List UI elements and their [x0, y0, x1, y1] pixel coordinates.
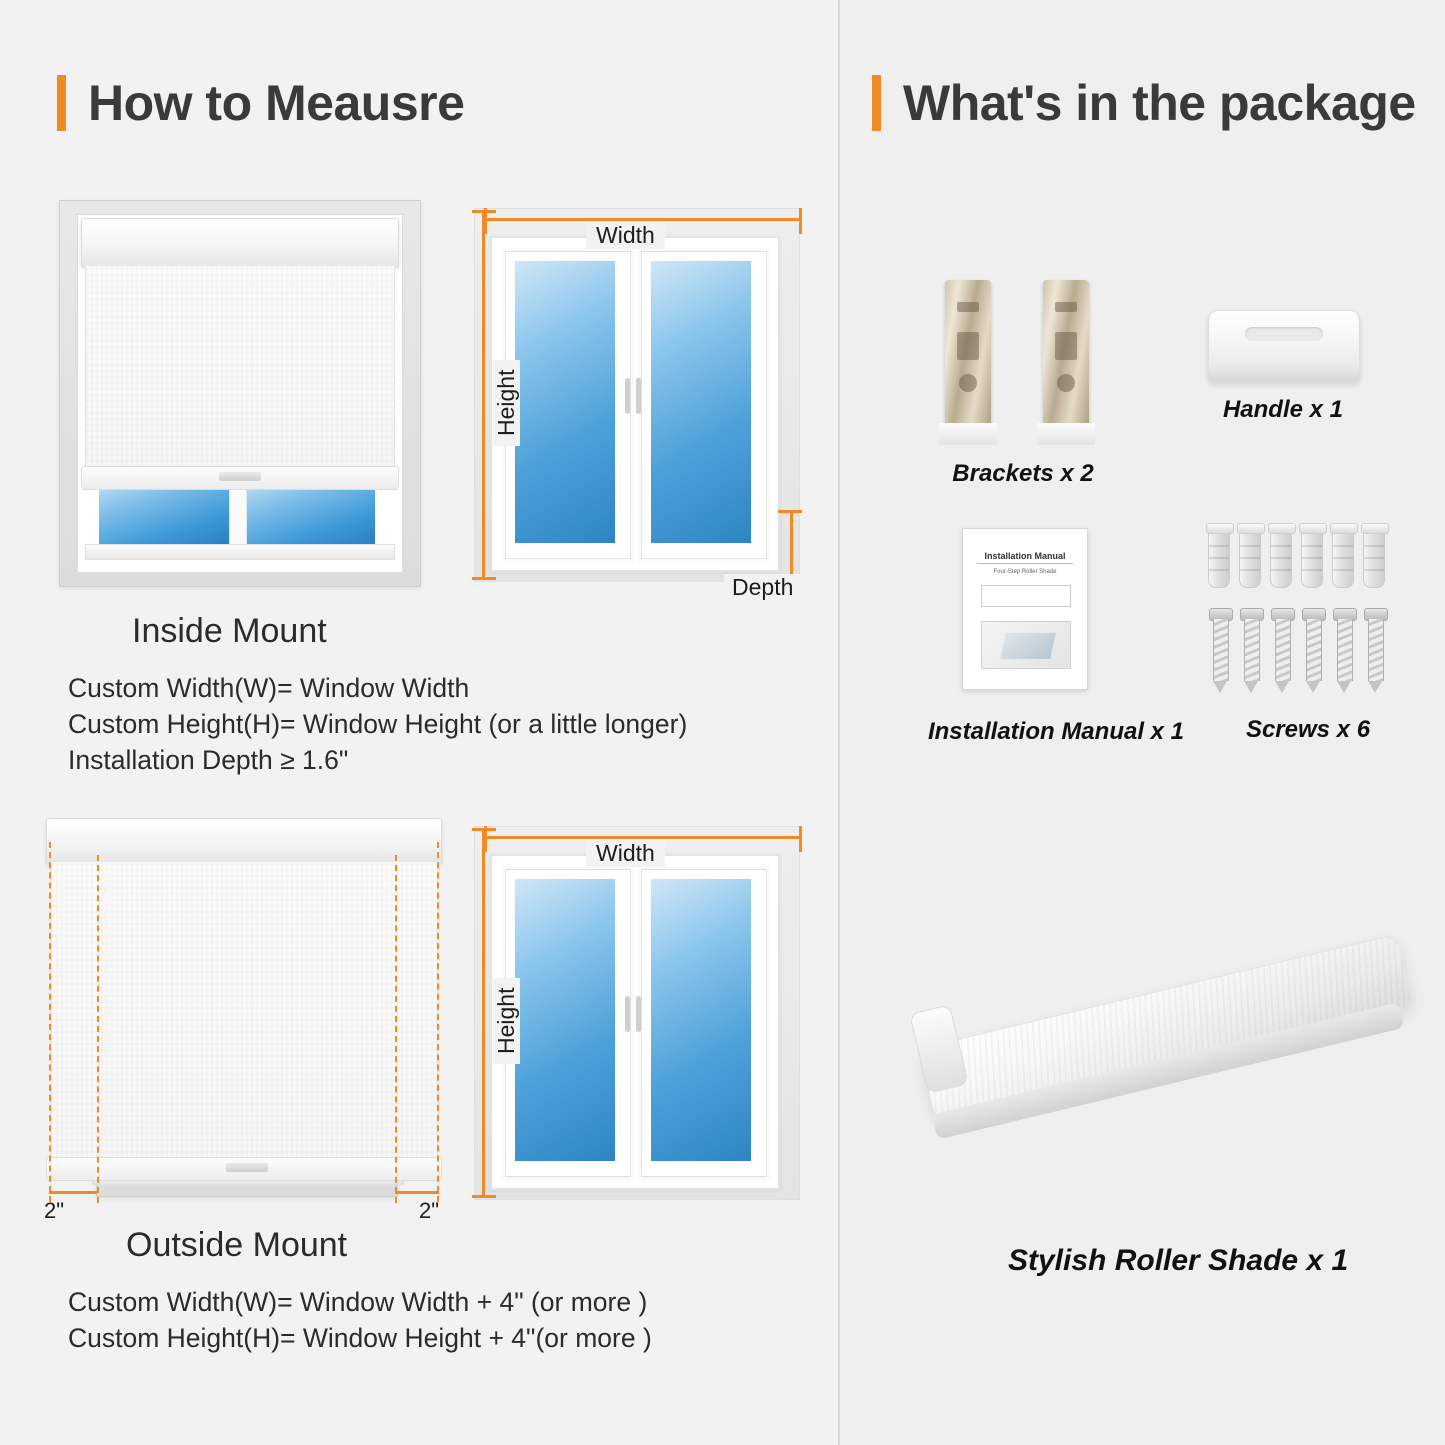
overhang-arrow-left	[49, 1191, 97, 1194]
wall-anchor-5	[1332, 528, 1354, 588]
manual-subtitle: Four-Step Roller Shade	[993, 569, 1057, 575]
inside-mount-measure-diagram	[460, 200, 810, 600]
outside-mount-line-1: Custom Width(W)= Window Width + 4" (or more )	[68, 1287, 648, 1317]
bracket-base	[939, 423, 997, 445]
sash-glass-left	[515, 879, 615, 1161]
window-sash-right	[638, 248, 770, 562]
handle-grip-slot	[1245, 327, 1323, 341]
label-height: Height	[493, 360, 520, 446]
height-arrow-line	[482, 828, 485, 1198]
overhang-guide-right	[437, 842, 439, 1202]
anchor-head	[1206, 523, 1234, 534]
height-tick-bottom	[472, 1195, 496, 1198]
inside-mount-line-1: Custom Width(W)= Window Width	[68, 673, 470, 703]
handle-lip	[1209, 365, 1359, 381]
sash-glass-right	[651, 879, 751, 1161]
screw-2	[1243, 608, 1259, 692]
bracket-2	[1043, 280, 1089, 435]
outside-mount-measure-diagram	[460, 818, 810, 1218]
width-arrow-line	[484, 218, 802, 221]
manual-label: Installation Manual x 1	[927, 718, 1185, 745]
left-heading	[57, 74, 464, 132]
left-heading-text: How to Meausre	[88, 75, 465, 131]
screw-5	[1336, 608, 1352, 692]
accent-bar	[57, 75, 66, 131]
window-sill	[85, 544, 395, 560]
anchor-head	[1237, 523, 1265, 534]
width-arrow-line	[484, 836, 802, 839]
handle-label: Handle x 1	[1222, 396, 1344, 423]
window-sash-left	[502, 866, 634, 1180]
roller-shade-label: Stylish Roller Shade x 1	[1008, 1244, 1349, 1277]
bracket-1	[945, 280, 991, 435]
window-sash-left	[502, 248, 634, 562]
label-width: Width	[586, 222, 665, 249]
anchor-head	[1330, 523, 1358, 534]
width-tick-right	[799, 208, 802, 234]
right-heading	[872, 74, 1416, 132]
roller-rail-handle	[219, 472, 261, 481]
screw-4	[1305, 608, 1321, 692]
roller-fabric	[50, 862, 438, 1159]
window-sash-right	[638, 866, 770, 1180]
screw-1	[1212, 608, 1228, 692]
height-tick-top	[472, 828, 496, 831]
window-glass-left	[99, 482, 229, 544]
right-heading-text: What's in the package	[903, 75, 1416, 131]
accent-bar	[872, 75, 881, 131]
label-depth: Depth	[724, 574, 801, 601]
bracket-base	[1037, 423, 1095, 445]
outside-mount-line-2: Custom Height(H)= Window Height + 4"(or more )	[68, 1323, 652, 1353]
screw-6	[1367, 608, 1383, 692]
bracket-slot	[1055, 332, 1077, 360]
label-width: Width	[586, 840, 665, 867]
sash-handle-left	[625, 996, 630, 1032]
label-overhang-left: 2"	[44, 1198, 65, 1223]
window-edge-guide-right	[395, 855, 397, 1203]
outside-mount-caption: Outside Mount	[126, 1226, 348, 1264]
wall-anchor-2	[1239, 528, 1261, 588]
screw-3	[1274, 608, 1290, 692]
inside-mount-caption: Inside Mount	[132, 612, 327, 650]
sash-glass-right	[651, 261, 751, 543]
overhang-arrow-right	[395, 1191, 439, 1194]
manual-figure-shape	[1000, 633, 1056, 659]
installation-manual	[962, 528, 1088, 690]
sash-handle-right	[636, 378, 641, 414]
depth-arrow-line	[790, 510, 793, 582]
height-tick-bottom	[472, 577, 496, 580]
anchor-head	[1268, 523, 1296, 534]
screws-label: Screws x 6	[1245, 716, 1371, 743]
panel-divider	[838, 0, 840, 1445]
sash-handle-left	[625, 378, 630, 414]
window-edge-guide-left	[97, 855, 99, 1203]
wall-anchor-1	[1208, 528, 1230, 588]
bracket-slot	[957, 332, 979, 360]
overhang-guide-left	[49, 842, 51, 1202]
depth-tick-top	[778, 510, 802, 513]
label-overhang-right: 2"	[419, 1198, 440, 1223]
roller-headrail	[46, 818, 442, 864]
window-glass-right	[245, 482, 375, 544]
manual-step-row	[981, 585, 1071, 607]
brackets-label: Brackets x 2	[952, 460, 1094, 487]
wall-anchor-3	[1270, 528, 1292, 588]
bracket-slot	[957, 302, 979, 312]
roller-shade-product	[880, 880, 1420, 1210]
height-arrow-line	[482, 210, 485, 580]
bracket-hole	[959, 374, 977, 392]
roller-fabric	[85, 266, 395, 468]
shade-endcap	[909, 1004, 969, 1094]
handle-part	[1208, 310, 1360, 382]
wall-anchor-4	[1301, 528, 1323, 588]
bracket-slot	[1055, 302, 1077, 312]
inside-mount-line-3: Installation Depth ≥ 1.6"	[68, 745, 349, 775]
manual-title: Installation Manual	[977, 551, 1073, 564]
label-height: Height	[493, 978, 520, 1064]
height-tick-top	[472, 210, 496, 213]
anchor-head	[1361, 523, 1389, 534]
sash-glass-left	[515, 261, 615, 543]
roller-headrail	[81, 218, 399, 268]
wall-anchor-6	[1363, 528, 1385, 588]
width-tick-right	[799, 826, 802, 852]
inside-mount-shade-illustration	[59, 200, 419, 585]
bracket-hole	[1057, 374, 1075, 392]
roller-rail-handle	[226, 1163, 268, 1172]
sash-handle-right	[636, 996, 641, 1032]
outside-mount-shade-illustration	[36, 810, 446, 1223]
inside-mount-line-2: Custom Height(H)= Window Height (or a little longer)	[68, 709, 688, 739]
anchor-head	[1299, 523, 1327, 534]
